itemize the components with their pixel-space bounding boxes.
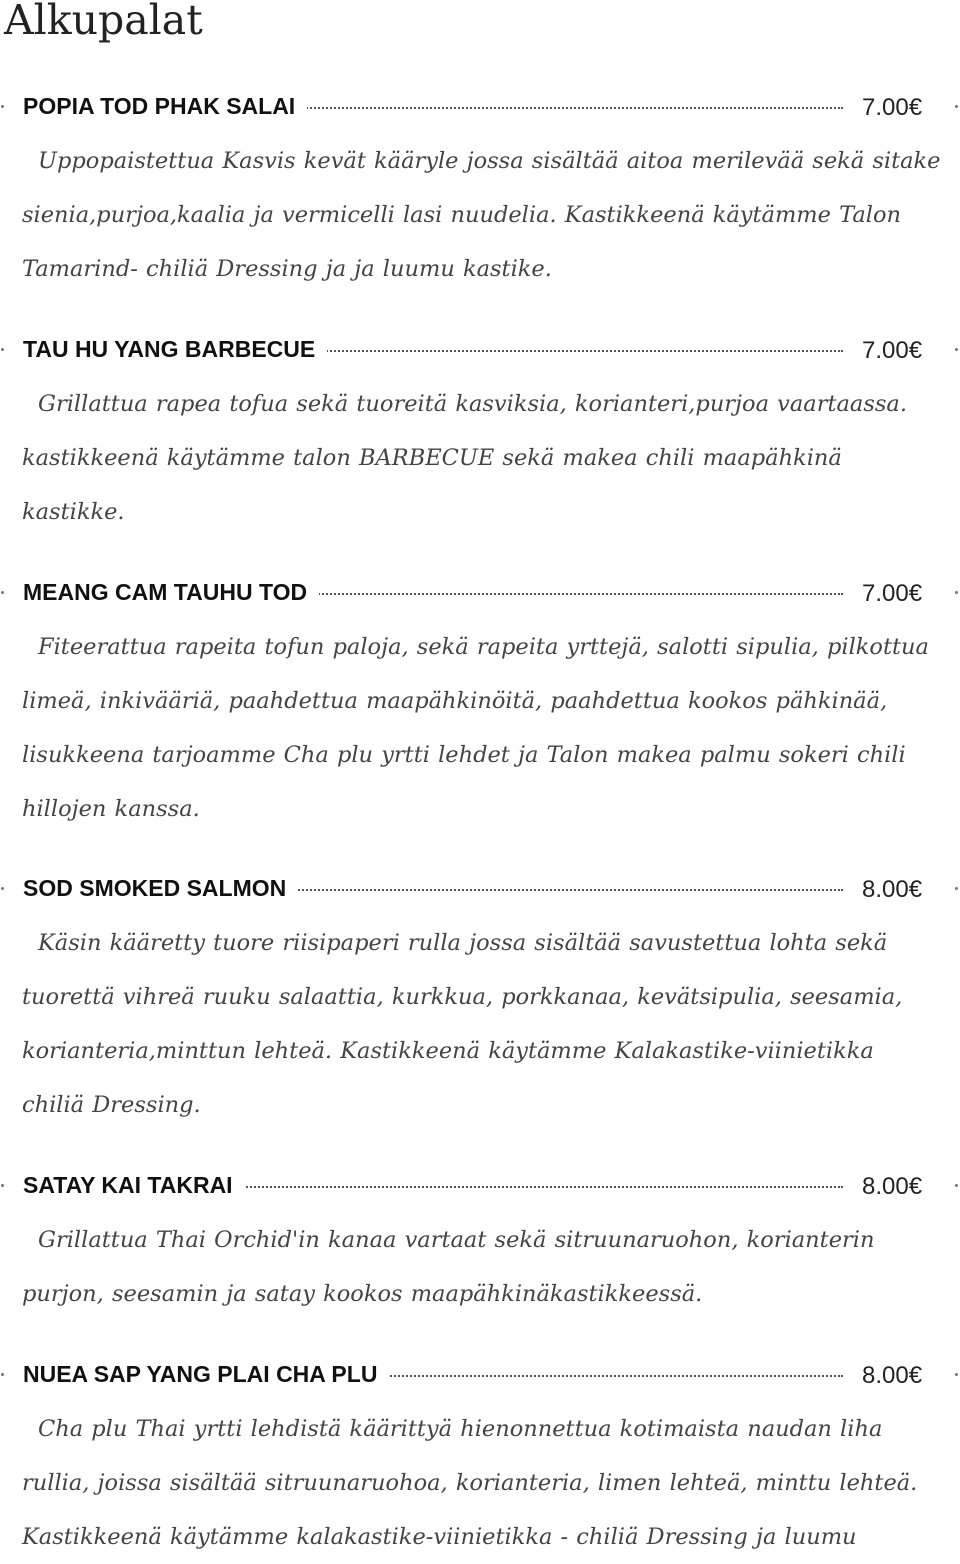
menu-item-name: TAU HU YANG BARBECUE [23,333,327,365]
menu-item-header [0,872,960,906]
menu-item-name: NUEA SAP YANG PLAI CHA PLU [23,1358,389,1390]
menu-item [0,872,960,1132]
menu-item-header [0,576,960,610]
menu-item [0,90,960,296]
menu-item-description: Käsin kääretty tuore riisipaperi rulla jossa sisältää savustettua lohta sekä tuorettä vihreä ruuku salaattia, kurkkua, porkkanaa, kevätsipulia, seesamia, korianteria,minttun lehteä. Kastikkeenä käytämme Kalakastike-viinietikka chiliä Dressing. [22,930,903,1118]
menu-item-description: Fiteerattua rapeita tofun paloja, sekä rapeita yrttejä, salotti sipulia, pilkottua limeä, inkivääriä, paahdettua maapähkinöitä, paahdettua kookos pähkinää, lisukkeena tarjoamme Cha plu yrtti lehdet ja Talon makea palmu sokeri chili hillojen kanssa. [22,634,929,822]
menu-item-price: 7.00€ [862,580,923,607]
bullet-dot-icon [955,887,958,890]
bullet-dot-icon [955,591,958,594]
menu-item-description: Cha plu Thai yrtti lehdistä käärittyä hienonnettua kotimaista naudan liha rullia, joissa sisältää sitruunaruohoa, korianteria, limen lehteä, minttu lehteä. Kastikkeenä käytämme kalakastike-viinietikka - chiliä Dressing ja luumu [22,1416,918,1550]
bullet-dot-icon [1,591,4,594]
bullet-dot-icon [955,1373,958,1376]
menu-item-price: 8.00€ [862,1173,923,1200]
bullet-dot-icon [1,348,4,351]
bullet-dot-icon [1,887,4,890]
menu-item-price: 8.00€ [862,1362,923,1389]
bullet-dot-icon [1,105,4,108]
menu-item-description: Grillattua Thai Orchid'in kanaa vartaat sekä sitruunaruohon, korianterin purjon, seesamin ja satay kookos maapähkinäkastikkeessä. [22,1227,875,1307]
menu-item-price: 7.00€ [862,94,923,121]
menu-item-header [0,1358,960,1392]
menu-item-name: POPIA TOD PHAK SALAI [23,90,307,122]
bullet-dot-icon [955,105,958,108]
menu-item-header [0,1169,960,1203]
menu-item [0,333,960,539]
menu-item-description: Grillattua rapea tofua sekä tuoreitä kasviksia, korianteri,purjoa vaartaassa. kastikkeenä käytämme talon BARBECUE sekä makea chili maapähkinä kastikke. [22,391,907,525]
menu-item-price: 7.00€ [862,337,923,364]
menu-item-name: SATAY KAI TAKRAI [23,1169,245,1201]
menu-item [0,576,960,836]
menu-item-header [0,90,960,124]
menu-item-name: MEANG CAM TAUHU TOD [23,576,319,608]
menu-item-name: SOD SMOKED SALMON [23,872,298,904]
bullet-dot-icon [955,348,958,351]
bullet-dot-icon [1,1373,4,1376]
menu-item-price: 8.00€ [862,876,923,903]
menu-item [0,1169,960,1321]
page-title: Alkupalat [4,0,203,44]
bullet-dot-icon [955,1184,958,1187]
menu-item-header [0,333,960,367]
bullet-dot-icon [1,1184,4,1187]
menu-item-description: Uppopaistettua Kasvis kevät kääryle jossa sisältää aitoa merilevää sekä sitake sieniа,purjoa,kaalia ja vermicelli lasi nuudelia. Kastikkeenä käytämme Talon Tamarind- chiliä Dressing ja ja luumu kastike. [22,148,941,282]
menu-item [0,1358,960,1564]
